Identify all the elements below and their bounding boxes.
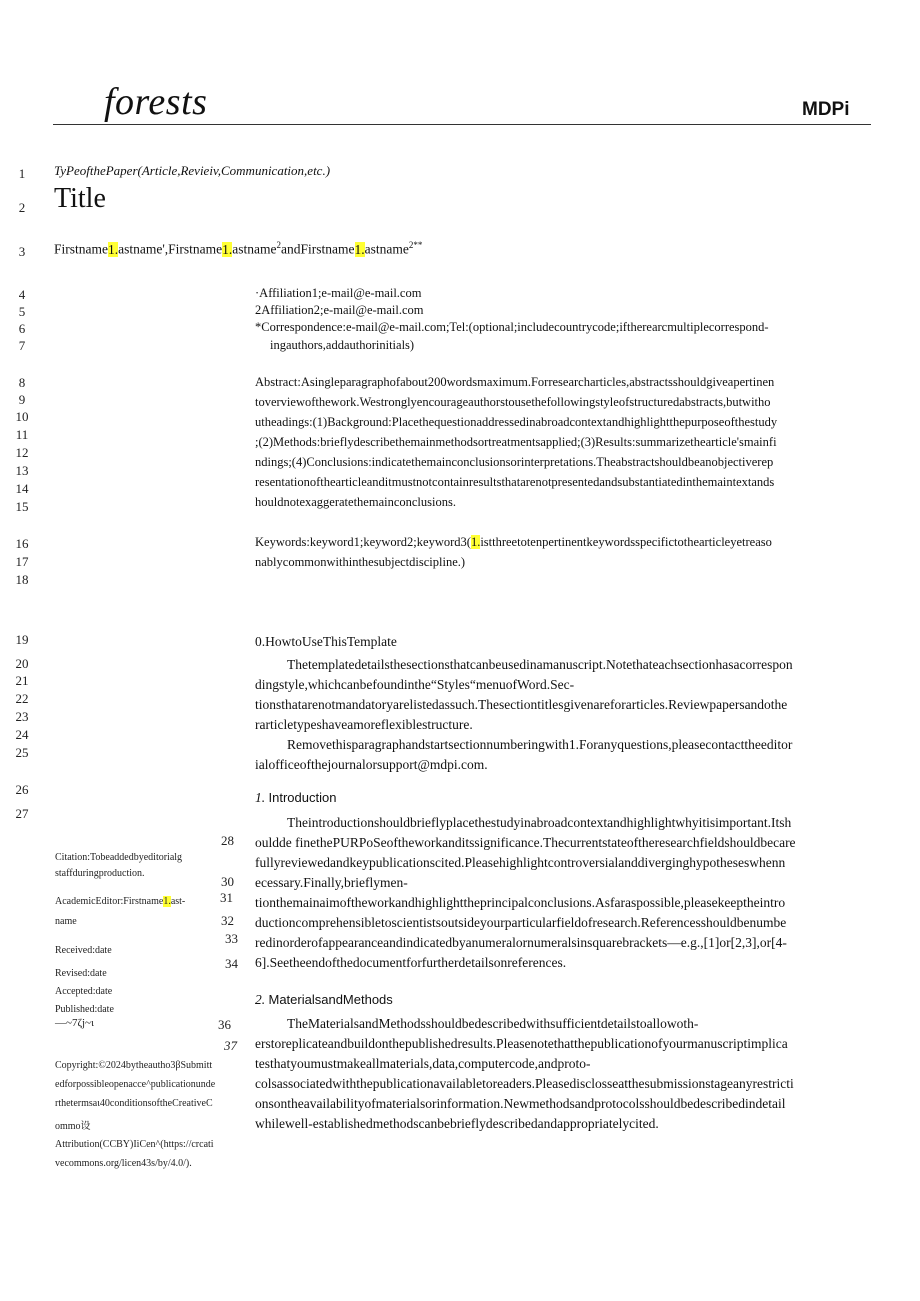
body-line: tionthemainaimoftheworkandhighlighttheprincipalconclusions.Asfaraspossible,pleasekeeptheintro <box>255 895 786 910</box>
line-number: 14 <box>15 481 29 496</box>
revised-date: Revised:date <box>55 968 107 979</box>
line-number: 3 <box>18 244 26 259</box>
body-line: colsassociatedwiththepublicationavailabletoreaders.Pleasedisclosseatthesubmissionstageanyrestricti <box>255 1076 794 1091</box>
keywords-line <box>255 535 772 550</box>
body-line: ecessary.Finally,brieflymen- <box>255 875 408 890</box>
body-line: tionsthatarenotmandatoryarelistedassuch.Thesectiontitlesgivenareforarticles.Reviewpapersandothe <box>255 697 788 712</box>
body-line: whilewell-establishedmethodscanbebrieflydescribedandappropriatelycited. <box>255 1116 659 1131</box>
line-number: 16 <box>15 536 29 551</box>
section-title: Introduction <box>268 790 337 805</box>
line-number: 9 <box>18 392 26 407</box>
copyright-line: vecommons.org/licen43s/by/4.0/). <box>55 1158 192 1169</box>
line-number: 24 <box>15 727 29 742</box>
line-number: 7 <box>18 338 26 353</box>
line-number: 23 <box>15 709 29 724</box>
line-number: 27 <box>15 806 29 821</box>
abstract-line: ;(2)Methods:brieflydescribethemainmethodsortreatmentsapplied;(3)Results:summarizethearticle'smainfi <box>255 435 777 449</box>
author-list <box>54 240 422 258</box>
academic-editor-label: AcademicEditor:Firstname <box>55 896 164 907</box>
line-number: 32 <box>221 913 234 928</box>
line-number: 21 <box>15 673 29 688</box>
abstract-line: houldnotexaggeratethemainconclusions. <box>255 495 456 509</box>
body-line: erstoreplicateandbuildonthepublishedresults.Pleasenotethatthepublicationofyourmanuscriptimplica <box>255 1036 788 1051</box>
journal-name: forests <box>104 81 208 123</box>
publisher-logo: MDPi <box>802 99 850 120</box>
section-number: 2. <box>255 992 266 1007</box>
line-number: 22 <box>15 691 29 706</box>
highlight-mark: 1. <box>108 241 119 257</box>
copyright-line: Copyright:©2024bytheautho3βSubmitt <box>55 1060 213 1071</box>
accepted-date: Accepted:date <box>55 986 113 997</box>
line-number: 2 <box>18 200 26 215</box>
line-number: 20 <box>15 656 29 671</box>
author-3: andFirstname <box>281 241 355 257</box>
body-line: testhatyoumustmakeallmaterials,data,computercode,andproto- <box>255 1056 591 1071</box>
author-1-rest: astname',Firstname <box>118 241 223 257</box>
paper-type: TyPeofthePaper(Article,Revieiv,Communication,etc.) <box>54 163 331 178</box>
line-number: 17 <box>15 554 29 569</box>
academic-editor-name: name <box>55 916 77 927</box>
body-line: 6].Seetheendofthedocumentforfurtherdetailsonreferences. <box>255 955 567 970</box>
line-number: 33 <box>225 931 238 946</box>
academic-editor <box>55 896 185 907</box>
author-3-rest: astname <box>364 241 409 257</box>
section-number: 1. <box>255 790 266 805</box>
author-2-sup: 2 <box>276 240 282 250</box>
line-number: 15 <box>15 499 29 514</box>
copyright-line: Attribution(CCBY)IiCen^(https://crcati <box>55 1139 214 1150</box>
body-line: rarticletypeshaveamoreflexiblestructure. <box>255 717 473 732</box>
author-2-rest: astname <box>232 241 277 257</box>
line-number: 12 <box>15 445 29 460</box>
citation-text-cont: staffduringproduction. <box>55 868 145 879</box>
copyright-line: edforpossibleopenacce^publicationunde <box>55 1079 216 1090</box>
line-number: 25 <box>15 745 29 760</box>
body-line: ouldde finethePURPoSeoftheworkanditssignificance.Thecurrentstateoftheresearchfieldshouldbecare <box>255 835 796 850</box>
line-number: 37 <box>224 1038 237 1053</box>
section-1-heading <box>255 790 336 806</box>
abstract-line: Abstract:Asingleparagraphofabout200wordsmaximum.Forresearcharticles,abstractsshouldgiveapertinen <box>255 375 775 389</box>
keywords-text-cont: istthreetotenpertinentkeywordsspecifictothearticleyetreaso <box>480 535 772 549</box>
cc-logo-garble: —~7ζj~ι <box>55 1017 94 1029</box>
section-2-heading <box>255 992 393 1008</box>
body-line: Removethisparagraphandstartsectionnumberingwith1.Foranyquestions,pleasecontacttheeditor <box>287 737 793 752</box>
line-number: 1 <box>18 166 26 181</box>
line-number: 18 <box>15 572 29 587</box>
correspondence: *Correspondence:e-mail@e-mail.com;Tel:(optional;includecountrycode;iftherearcmultiplecorrespond- <box>255 320 769 334</box>
line-number: 8 <box>18 375 26 390</box>
citation-text: Citation:Tobeaddedbyeditorialg <box>55 852 183 863</box>
abstract-line: toverviewofthework.Westronglyencourageauthorstousethefollowingstyleofstructuredabstracts,butwitho <box>255 395 771 409</box>
line-number: 36 <box>218 1017 231 1032</box>
body-line: fullyreviewedandkeypublicationscited.Pleasehighlightcontroversialanddiverginghypotheseswhenn <box>255 855 786 870</box>
page-title: Title <box>54 183 106 214</box>
line-number: 11 <box>15 427 29 442</box>
line-number: 5 <box>18 304 26 319</box>
author-1: Firstname <box>54 241 108 257</box>
copyright-line: rthetermsaι40conditionsoftheCreativeC <box>55 1098 213 1109</box>
correspondence-cont: ingauthors,addauthorinitials) <box>270 338 415 352</box>
body-line: Theintroductionshouldbrieflyplacethestudyinabroadcontextandhighlightwhyitisimportant.Itsh <box>287 815 792 830</box>
body-line: ductioncomprehensibletoscientistsoutsideyourparticularfieldofresearch.Referencesshouldbenumbe <box>255 915 787 930</box>
line-number: 34 <box>225 956 238 971</box>
keywords-text: Keywords:keyword1;keyword2;keyword3( <box>255 535 471 549</box>
body-line: TheMaterialsandMethodsshouldbedescribedwithsufficientdetailstoallowoth- <box>287 1016 699 1031</box>
header-rule <box>53 124 871 125</box>
academic-editor-cont: ast- <box>170 896 186 907</box>
body-line: dingstyle,whichcanbefoundinthe“Styles“menuofWord.Sec- <box>255 677 575 692</box>
author-3-sup: 2** <box>408 240 423 250</box>
body-line: Thetemplatedetailsthesectionsthatcanbeusedinamanuscript.Notethateachsectionhasacorrespon <box>287 657 793 672</box>
line-number: 31 <box>220 890 233 905</box>
line-number: 26 <box>15 782 29 797</box>
keywords-line-2: nablycommonwithinthesubjectdiscipline.) <box>255 555 466 569</box>
body-line: onsontheavailabilityofmaterialsorinformation.Newmethodsandprotocolsshouldbedescribedindetail <box>255 1096 786 1111</box>
copyright-line: ommo设 <box>55 1121 91 1132</box>
abstract-line: ndings;(4)Conclusions:indicatethemainconclusionsorinterpretations.Theabstractshouldbeanobjectiverep <box>255 455 774 469</box>
body-line: ialofficeofthejournalorsupport@mdpi.com. <box>255 757 488 772</box>
affiliation-1: ·Affiliation1;e-mail@e-mail.com <box>255 286 422 300</box>
abstract-line: resentationofthearticleanditmustnotcontainresultsthatarenotpresentedandsubstantiatedinthemaintextands <box>255 475 775 489</box>
highlight-mark: 1. <box>163 896 171 907</box>
line-number: 10 <box>15 409 29 424</box>
line-number: 4 <box>18 287 26 302</box>
highlight-mark: 1. <box>470 535 481 549</box>
affiliation-2: 2Affiliation2;e-mail@e-mail.com <box>255 303 424 317</box>
body-line: redinorderofappearanceandindicatedbyanumeralornumeralsinsquarebrackets—e.g.,[1]or[2,3],or[4- <box>255 935 787 950</box>
received-date: Received:date <box>55 945 112 956</box>
line-number: 19 <box>15 632 29 647</box>
line-number: 6 <box>18 321 26 336</box>
section-title: MaterialsandMethods <box>268 992 393 1007</box>
line-number: 28 <box>221 833 234 848</box>
abstract-line: utheadings:(1)Background:Placethequestionaddressedinabroadcontextandhighlightthepurposeofthestudy <box>255 415 778 429</box>
line-number: 30 <box>221 874 234 889</box>
section-0-heading: 0.HowtoUseThisTemplate <box>255 634 397 649</box>
published-date: Published:date <box>55 1004 114 1015</box>
line-number: 13 <box>15 463 29 478</box>
highlight-mark: 1. <box>354 241 365 257</box>
highlight-mark: 1. <box>222 241 233 257</box>
